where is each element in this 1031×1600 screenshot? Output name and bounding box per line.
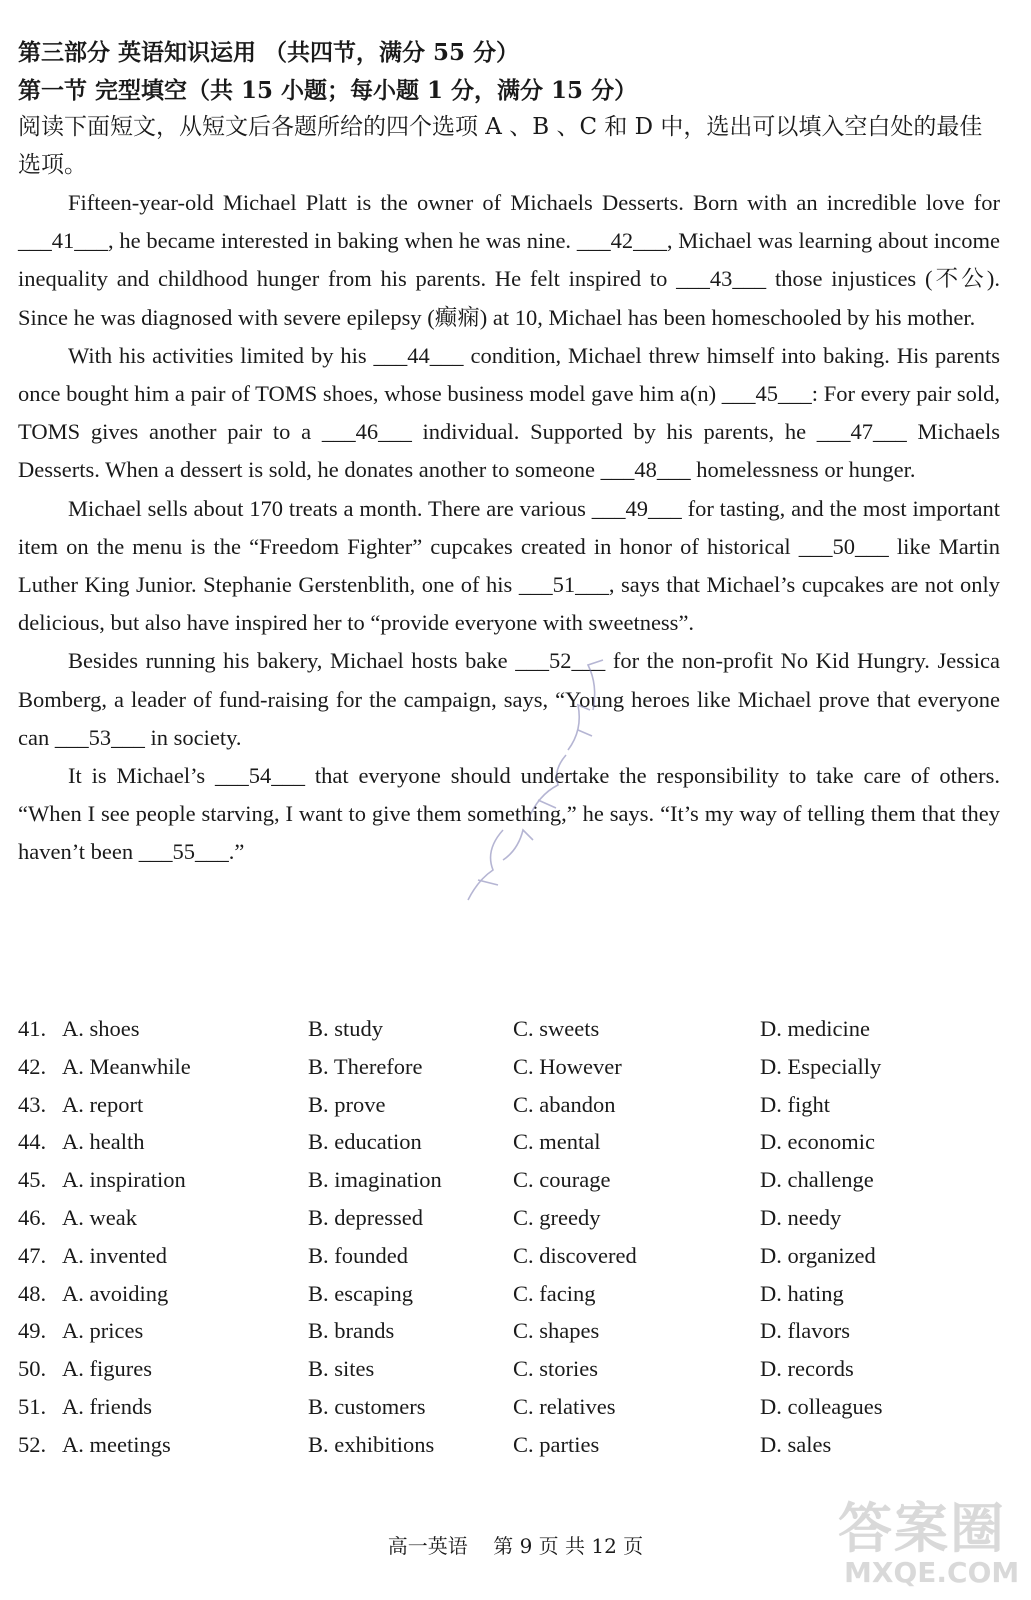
option-c: C. greedy [513,1204,601,1230]
passage-paragraph [18,757,1000,872]
answer-blank: ___55___ [138,839,229,865]
question-number: 43. [18,1091,47,1117]
answer-options [18,1010,998,1464]
passage-text: .” [228,839,245,865]
passage-text: homelessness or hunger. [690,457,916,483]
passage-text: like Martin Luther King Junior. Stephanie Gerstenblith, one of his [18,533,1000,598]
passage-paragraph [18,184,1000,337]
option-a: A. prices [62,1318,144,1344]
option-row [18,1086,998,1124]
option-c: C. mental [513,1129,601,1155]
option-c: C. courage [513,1167,611,1193]
passage-text: , he became interested in baking when he was nine. [108,228,577,254]
answer-blank: ___43___ [676,266,767,292]
option-b: B. exhibitions [308,1431,435,1457]
option-row [18,1350,998,1388]
option-c: C. However [513,1053,622,1079]
logo-url-text: MXQE.COM [844,1556,1020,1589]
question-number: 50. [18,1356,47,1382]
question-number: 42. [18,1053,47,1079]
answer-blank: ___45___ [721,381,812,407]
option-b: B. escaping [308,1280,413,1306]
option-d: D. fight [760,1091,830,1117]
answer-blank: ___48___ [600,457,691,483]
option-row [18,1161,998,1199]
passage-text: : For every pair sold, TOMS gives another pair to a [18,381,1000,445]
page-footer: 高一英语 第 9 页 共 12 页 [387,1534,644,1558]
option-d: D. colleagues [760,1393,883,1419]
option-d: D. sales [760,1431,832,1457]
option-c: C. relatives [513,1393,616,1419]
passage-text: Michaels Desserts. When a dessert is sold, he donates another to someone [18,419,1000,483]
option-row [18,1275,998,1313]
passage-text: in society. [144,724,242,750]
answer-blank: ___47___ [816,419,907,445]
question-number: 41. [18,1016,47,1041]
passage-text: , says that Michael’s cupcakes are not only delicious, but also have inspired her to “provide everyone with sweetness”. [18,572,1000,636]
cloze-passage [18,184,1000,872]
option-a: A. avoiding [62,1280,169,1306]
instructions: 阅读下面短文，从短文后各题所给的四个选项 A 、B 、C 和 D 中，选出可以填入空白处的最佳选项。 [18,114,983,178]
option-a: A. shoes [62,1016,140,1041]
option-d: D. challenge [760,1167,874,1193]
answer-blank: ___53___ [54,724,145,750]
question-number: 52. [18,1431,47,1457]
option-b: B. depressed [308,1204,423,1230]
option-row [18,1237,998,1275]
passage-paragraph [18,642,1000,757]
option-b: B. customers [308,1393,426,1419]
option-row [18,1426,998,1464]
option-a: A. meetings [62,1431,171,1457]
option-b: B. Therefore [308,1053,423,1079]
passage-text: for the non-profit No Kid Hungry. Jessica Bomberg, a leader of fund-raising for the campaign, says, “Young heroes like Michael prove that everyone can [18,648,1000,750]
option-c: C. discovered [513,1242,637,1268]
option-b: B. brands [308,1318,395,1344]
answer-circle-logo [838,1486,1018,1596]
option-a: A. figures [62,1356,152,1382]
option-d: D. hating [760,1280,844,1306]
option-a: A. invented [62,1242,167,1268]
option-c: C. facing [513,1280,596,1306]
option-b: B. education [308,1129,422,1155]
option-c: C. shapes [513,1318,600,1344]
option-row [18,1123,998,1161]
question-number: 47. [18,1242,47,1268]
passage-paragraph [18,490,1000,643]
answer-blank: ___46___ [321,419,412,445]
option-row [18,1048,998,1086]
option-b: B. sites [308,1356,375,1382]
option-b: B. founded [308,1242,408,1268]
answer-blank: ___44___ [373,342,464,368]
passage-paragraph [18,337,1000,490]
answer-blank: ___51___ [518,572,609,598]
section-title: 第一节 完型填空（共 15 小题；每小题 1 分，满分 15 分） [18,77,638,104]
passage-text: , Michael was learning about income inequality and childhood hunger from his parents. He felt inspired to [18,228,1000,292]
option-row [18,1388,998,1426]
answer-blank: ___49___ [591,495,682,521]
passage-text: Fifteen-year-old Michael Platt is the owner of Michaels Desserts. Born with an incredible love for [68,190,1000,215]
option-a: A. weak [62,1204,137,1230]
answer-blank: ___52___ [515,648,606,674]
answer-blank: ___50___ [798,533,889,559]
answer-blank: ___42___ [576,228,667,254]
option-a: A. report [62,1091,144,1117]
option-a: A. inspiration [62,1167,186,1193]
part-title: 第三部分 英语知识运用 （共四节，满分 55 分） [18,39,520,66]
option-d: D. organized [760,1242,876,1268]
passage-text: for tasting, and the most important item on the menu is the “Freedom Fighter” cupcakes created in honor of historical [18,495,1000,559]
option-c: C. sweets [513,1016,600,1041]
question-number: 51. [18,1393,47,1419]
option-b: B. study [308,1016,384,1041]
option-d: D. flavors [760,1318,850,1344]
option-d: D. economic [760,1129,875,1155]
question-number: 46. [18,1204,47,1230]
option-d: D. needy [760,1204,842,1230]
question-number: 48. [18,1280,47,1306]
option-row [18,1010,998,1048]
answer-blank: ___54___ [215,763,306,789]
option-b: B. imagination [308,1167,442,1193]
question-number: 49. [18,1318,47,1344]
question-number: 45. [18,1167,47,1193]
passage-text: condition, Michael threw himself into baking. His parents once bought him a pair of TOMS shoes, whose business model gave him a(n) [18,342,1000,407]
option-row [18,1312,998,1350]
passage-text: It is Michael’s [68,763,216,789]
option-a: A. friends [62,1393,152,1419]
passage-text: Michael sells about 170 treats a month. There are various [68,495,592,521]
passage-text: individual. Supported by his parents, he [411,419,817,445]
option-row [18,1199,998,1237]
passage-text: Besides running his bakery, Michael hosts bake [68,648,516,674]
answer-blank: ___41___ [18,228,108,254]
option-d: D. records [760,1356,854,1382]
passage-text: that everyone should undertake the responsibility to take care of others. “When I see people starving, I want to give them something,” he says. “It’s my way of telling them that they haven’t been [18,763,1000,865]
option-c: C. stories [513,1356,599,1382]
option-c: C. parties [513,1431,600,1457]
option-d: D. Especially [760,1053,882,1079]
option-b: B. prove [308,1091,386,1117]
option-c: C. abandon [513,1091,616,1117]
option-a: A. Meanwhile [62,1053,191,1079]
question-number: 44. [18,1129,47,1155]
option-d: D. medicine [760,1016,870,1041]
passage-text: With his activities limited by his [68,342,374,368]
option-a: A. health [62,1129,145,1155]
logo-text: 答案圈 [838,1497,1006,1560]
passage-text: those injustices (不公). Since he was diagnosed with severe epilepsy (癫痫) at 10, Michael has been homeschooled by his mother. [18,266,1000,330]
